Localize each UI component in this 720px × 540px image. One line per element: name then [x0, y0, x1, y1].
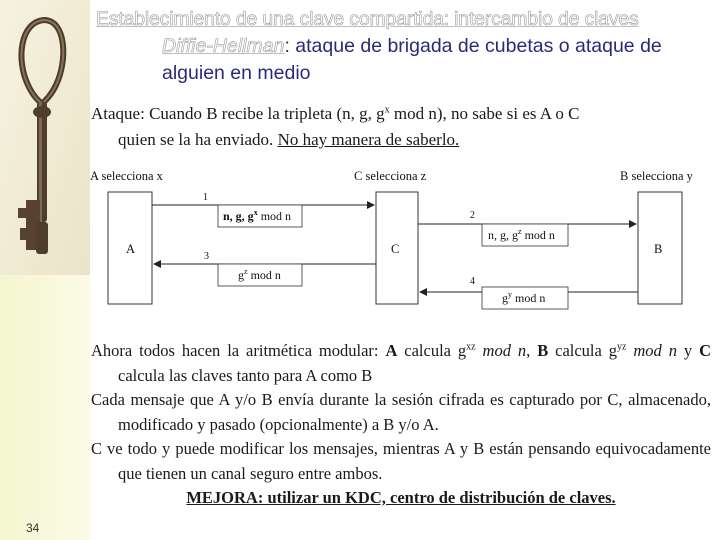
msg4-label: $g^y$ mod n: [502, 290, 546, 305]
msg3-label: $g^z$ mod n: [238, 267, 281, 282]
label-a-selects: A selecciona x: [90, 169, 163, 183]
mitm-diagram: [86, 162, 716, 314]
attack-sup: x: [384, 104, 390, 116]
body-text: [91, 339, 711, 511]
msg2-num: 2: [470, 210, 475, 221]
label-b-selects: B selecciona y: [620, 169, 693, 183]
diffie-hellman-link[interactable]: Diffie-Hellman: [162, 35, 285, 57]
label-c-selects: C selecciona z: [354, 169, 427, 183]
paragraph-modular-arithmetic: Ahora todos hacen la aritmética modular: A calcula $g^{xz}$ mod n, B calcula $g^{yz}$ mod n y C calcula las claves tanto para A como B: [91, 341, 711, 385]
node-b: B: [654, 242, 663, 256]
title-line3-text: alguien en medio: [162, 62, 311, 84]
node-a: A: [126, 242, 136, 256]
attack-paragraph: [91, 101, 711, 153]
title-link-line[interactable]: Establecimiento de una clave compartida: intercambio de claves: [96, 8, 639, 30]
msg3-num: 3: [204, 251, 209, 262]
slide-number: 34: [26, 521, 40, 535]
attack-text-b: mod n), no sabe si es A o C: [389, 104, 580, 123]
attack-conclusion: No hay manera de saberlo.: [277, 130, 460, 149]
title-line2-text: : ataque de brigada de cubetas o ataque de: [284, 35, 662, 57]
msg2-label: n, g, $g^z$ mod n: [488, 227, 555, 242]
attack-text-c: quien se la ha enviado.: [118, 130, 278, 149]
slide-title: [96, 6, 716, 87]
antique-key-image: [0, 0, 90, 275]
node-c: C: [391, 242, 400, 256]
msg1-num: 1: [203, 192, 208, 203]
msg1-label: n, g, $g^x$ mod n: [223, 208, 292, 223]
paragraph-session-capture: Cada mensaje que A y/o B envía durante la sesión cifrada es capturado por C, almacenado, modificado y pasado (opcionalmente) a B y/o A.: [91, 390, 711, 434]
msg4-num: 4: [470, 276, 475, 287]
paragraph-c-sees-all: C ve todo y puede modificar los mensajes, mientras A y B están pensando equivocadamente que tienen un canal seguro entre ambos.: [91, 439, 711, 483]
attack-text-a: : Cuando B recibe la tripleta (n, g, g: [140, 104, 385, 123]
attack-label: Ataque: [91, 104, 141, 123]
improvement-kdc: MEJORA: utilizar un KDC, centro de distribución de claves.: [186, 488, 616, 507]
